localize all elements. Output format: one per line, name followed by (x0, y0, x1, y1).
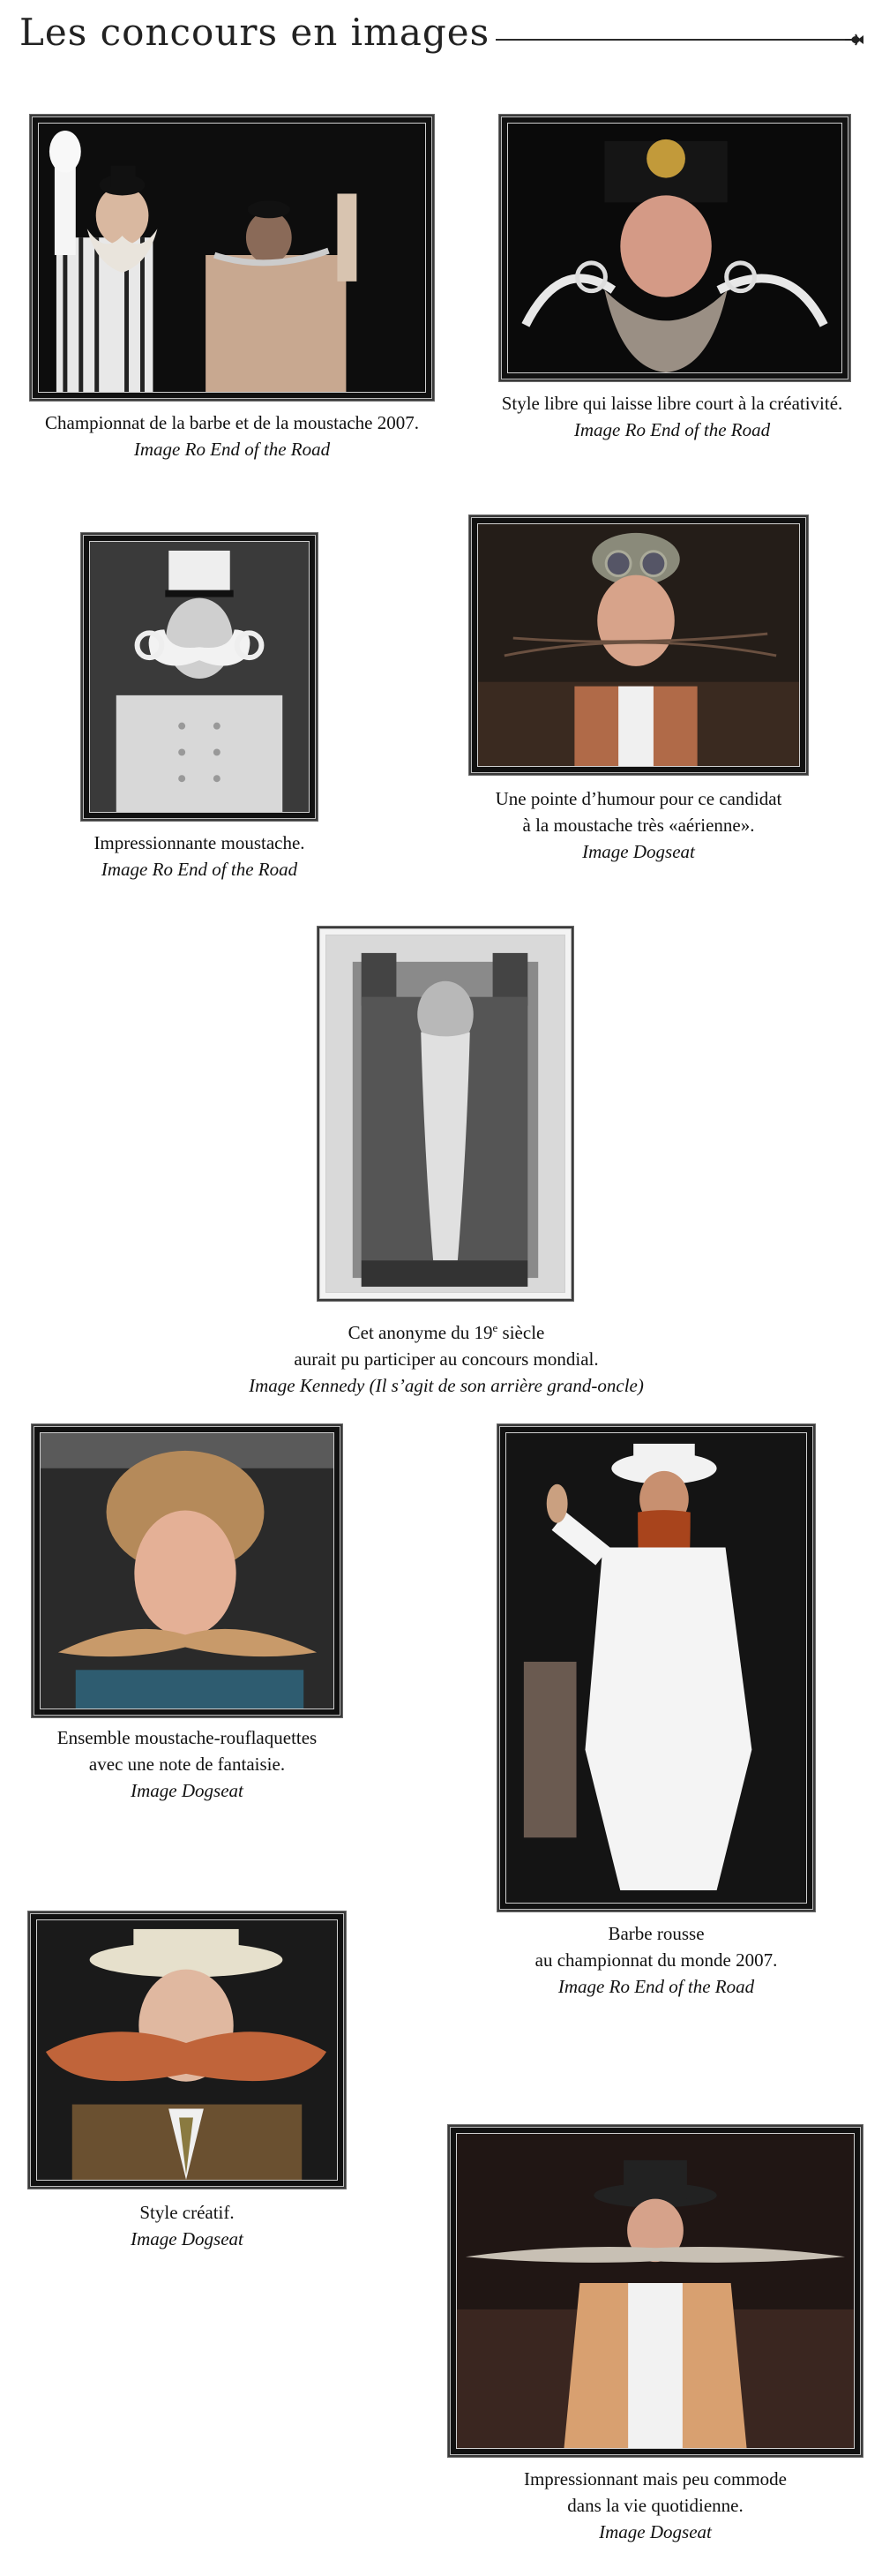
photo-aviator-mustache (478, 524, 799, 766)
caption-text: Impressionnant mais peu commode (523, 2468, 788, 2490)
photo-frame (448, 2125, 863, 2457)
photo-credit: Image Dogseat (582, 841, 695, 862)
caption-text: Ensemble moustache-rouflaquettes (56, 1727, 318, 1748)
photo-credit: Image Dogseat (599, 2521, 712, 2542)
photo-antique-long-beard (326, 935, 564, 1292)
caption-text: Une pointe d’humour pour ce candidat (495, 788, 782, 809)
page-header (0, 0, 882, 79)
photo-frame (318, 927, 573, 1301)
caption-text: dans la vie quotidienne. (567, 2495, 744, 2516)
caption-text: aurait pu participer au concours mondial. (294, 1348, 599, 1370)
photo-credit: Image Ro End of the Road (573, 419, 771, 440)
photo-frame (32, 1424, 342, 1717)
caption-text: Impressionnante moustache. (93, 832, 305, 853)
caption-text: avec une note de fantaisie. (88, 1754, 286, 1775)
photo-hat-bushy-mustache (37, 1920, 337, 2180)
photo-mustache-officer (90, 542, 309, 812)
caption-text: Cet anonyme du 19e siècle (348, 1321, 545, 1343)
caption-text: Style créatif. (139, 2202, 235, 2223)
title-rule (496, 39, 848, 41)
photo-credit: Image Dogseat (131, 1780, 243, 1801)
photo-frame (28, 1911, 346, 2189)
photo-curled-beard-helmet (508, 124, 841, 372)
photo-mustache-sideburns (41, 1433, 333, 1709)
caption-text: Style libre qui laisse libre court à la créativité. (501, 393, 843, 414)
caption-text: Barbe rousse (608, 1923, 705, 1944)
photo-frame (499, 115, 850, 381)
photo-credit: Image Dogseat (131, 2228, 243, 2249)
photo-credit: Image Ro End of the Road (101, 859, 298, 880)
photo-credit: Image Kennedy (Il s’agit de son arrière grand-oncle) (249, 1375, 644, 1396)
photo-credit: Image Ro End of the Road (133, 439, 331, 460)
photo-bearded-men-waving (39, 124, 425, 392)
photo-white-suit-red-beard (506, 1433, 806, 1903)
photo-cowboy-wide-mustache (457, 2134, 854, 2448)
photo-frame (497, 1424, 815, 1911)
caption-text: au championnat du monde 2007. (534, 1949, 778, 1971)
caption-text: à la moustache très «aérienne». (522, 815, 755, 836)
photo-credit: Image Ro End of the Road (557, 1976, 755, 1997)
page-title: Les concours en images (19, 11, 490, 54)
fleuron-icon (843, 29, 864, 50)
caption-text: Championnat de la barbe et de la moustache 2007. (45, 412, 419, 433)
photo-frame (30, 115, 434, 401)
photo-frame (81, 533, 318, 821)
photo-frame (469, 515, 808, 775)
